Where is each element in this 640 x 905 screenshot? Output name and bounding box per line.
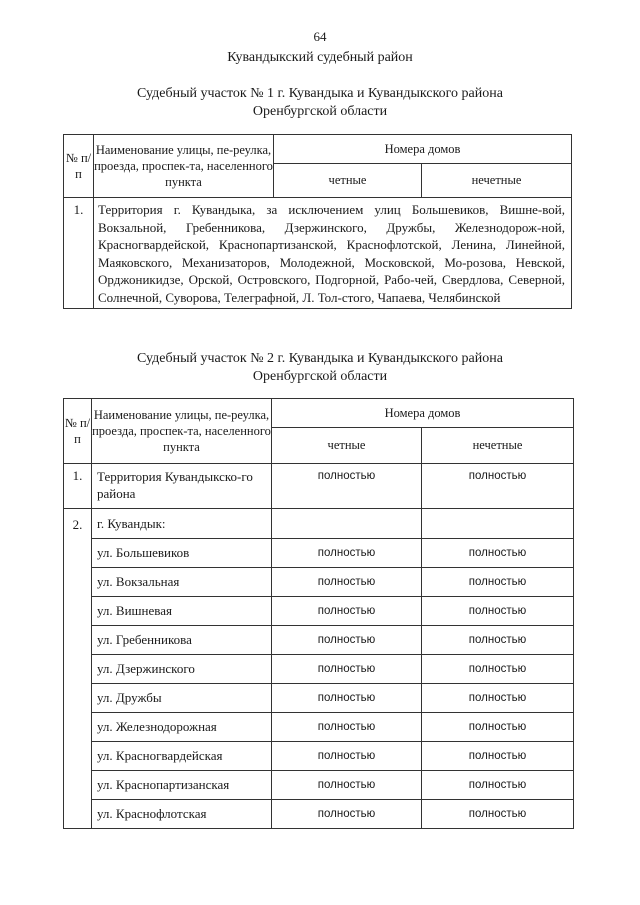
street-even-value: полностью [272, 626, 422, 655]
table-row [64, 597, 574, 626]
table-row [64, 742, 574, 771]
section-1-table [63, 134, 572, 309]
section-1-heading [60, 85, 580, 121]
header-num: № п/п [64, 399, 92, 464]
header-num: № п/п [64, 135, 94, 198]
street-even-value: полностью [272, 771, 422, 800]
header-even: четные [272, 428, 422, 464]
table-row [64, 568, 574, 597]
table-row [64, 771, 574, 800]
street-odd-value: полностью [422, 684, 574, 713]
street-odd-value: полностью [422, 655, 574, 684]
street-odd-value: полностью [422, 539, 574, 568]
header-odd: нечетные [422, 428, 574, 464]
row-name: Территория Кувандыкско-го района [92, 464, 272, 509]
row-territory-text: Территория г. Кувандыка, за исключением улиц Большевиков, Вишне-вой, Вокзальной, Гребенникова, Дзержинского, Дружбы, Железнодорож-ной, Красногвардейской, Краснопартизанской, Краснофлотской, Ленина, Линейной, Маяковского, Механизаторов, Молодежной, Московской, Мо-розова, Невской, Орджоникидзе, Орской, Островского, Подгорной, Рабо-чей, Свердлова, Северной, Солнечной, Суворова, Телеграфной, Л. Тол-стого, Чапаева, Челябинской [94, 198, 572, 309]
section-1-heading-line-2: Оренбургской области [252, 104, 388, 119]
street-odd-value: полностью [422, 713, 574, 742]
table-row [64, 626, 574, 655]
table-row [64, 464, 574, 509]
table-row [64, 509, 574, 539]
section-2-heading-line-2: Оренбургской области [252, 369, 388, 384]
section-2-heading [60, 350, 580, 386]
row-num: 2. [64, 509, 92, 829]
row-odd-value [422, 509, 574, 539]
header-houses: Номера домов [274, 135, 572, 164]
header-name: Наименование улицы, пе-реулка, проезда, проспек-та, населенного пункта [92, 399, 272, 464]
street-even-value: полностью [272, 742, 422, 771]
street-name: ул. Железнодорожная [92, 713, 272, 742]
street-even-value: полностью [272, 568, 422, 597]
table-row [64, 684, 574, 713]
header-name: Наименование улицы, пе-реулка, проезда, проспек-та, населенного пункта [94, 135, 274, 198]
section-2-table [63, 398, 574, 829]
street-name: ул. Большевиков [92, 539, 272, 568]
table-row [64, 198, 572, 309]
row-num: 1. [64, 198, 94, 309]
street-name: ул. Гребенникова [92, 626, 272, 655]
street-even-value: полностью [272, 800, 422, 829]
header-even: четные [274, 164, 422, 198]
street-odd-value: полностью [422, 800, 574, 829]
street-odd-value: полностью [422, 597, 574, 626]
street-odd-value: полностью [422, 626, 574, 655]
street-even-value: полностью [272, 539, 422, 568]
street-name: ул. Краснофлотская [92, 800, 272, 829]
section-2-heading-line-1: Судебный участок № 2 г. Кувандыка и Кувандыкского района [137, 351, 503, 366]
street-name: ул. Краснопартизанская [92, 771, 272, 800]
row-even-value: полностью [272, 464, 422, 509]
header-houses: Номера домов [272, 399, 574, 428]
table-row [64, 539, 574, 568]
row-name: г. Кувандык: [92, 509, 272, 539]
street-odd-value: полностью [422, 568, 574, 597]
row-even-value [272, 509, 422, 539]
row-odd-value: полностью [422, 464, 574, 509]
district-title: Кувандыкский судебный район [227, 50, 413, 65]
table-row [64, 800, 574, 829]
street-name: ул. Дружбы [92, 684, 272, 713]
table-row [64, 655, 574, 684]
header-odd: нечетные [422, 164, 572, 198]
street-even-value: полностью [272, 655, 422, 684]
table-row [64, 713, 574, 742]
street-odd-value: полностью [422, 742, 574, 771]
street-odd-value: полностью [422, 771, 574, 800]
street-even-value: полностью [272, 713, 422, 742]
street-name: ул. Красногвардейская [92, 742, 272, 771]
street-even-value: полностью [272, 597, 422, 626]
street-name: ул. Дзержинского [92, 655, 272, 684]
row-num: 1. [64, 464, 92, 509]
street-name: ул. Вокзальная [92, 568, 272, 597]
street-name: ул. Вишневая [92, 597, 272, 626]
page-number: 64 [313, 29, 327, 44]
street-even-value: полностью [272, 684, 422, 713]
section-1-heading-line-1: Судебный участок № 1 г. Кувандыка и Кувандыкского района [137, 86, 503, 101]
